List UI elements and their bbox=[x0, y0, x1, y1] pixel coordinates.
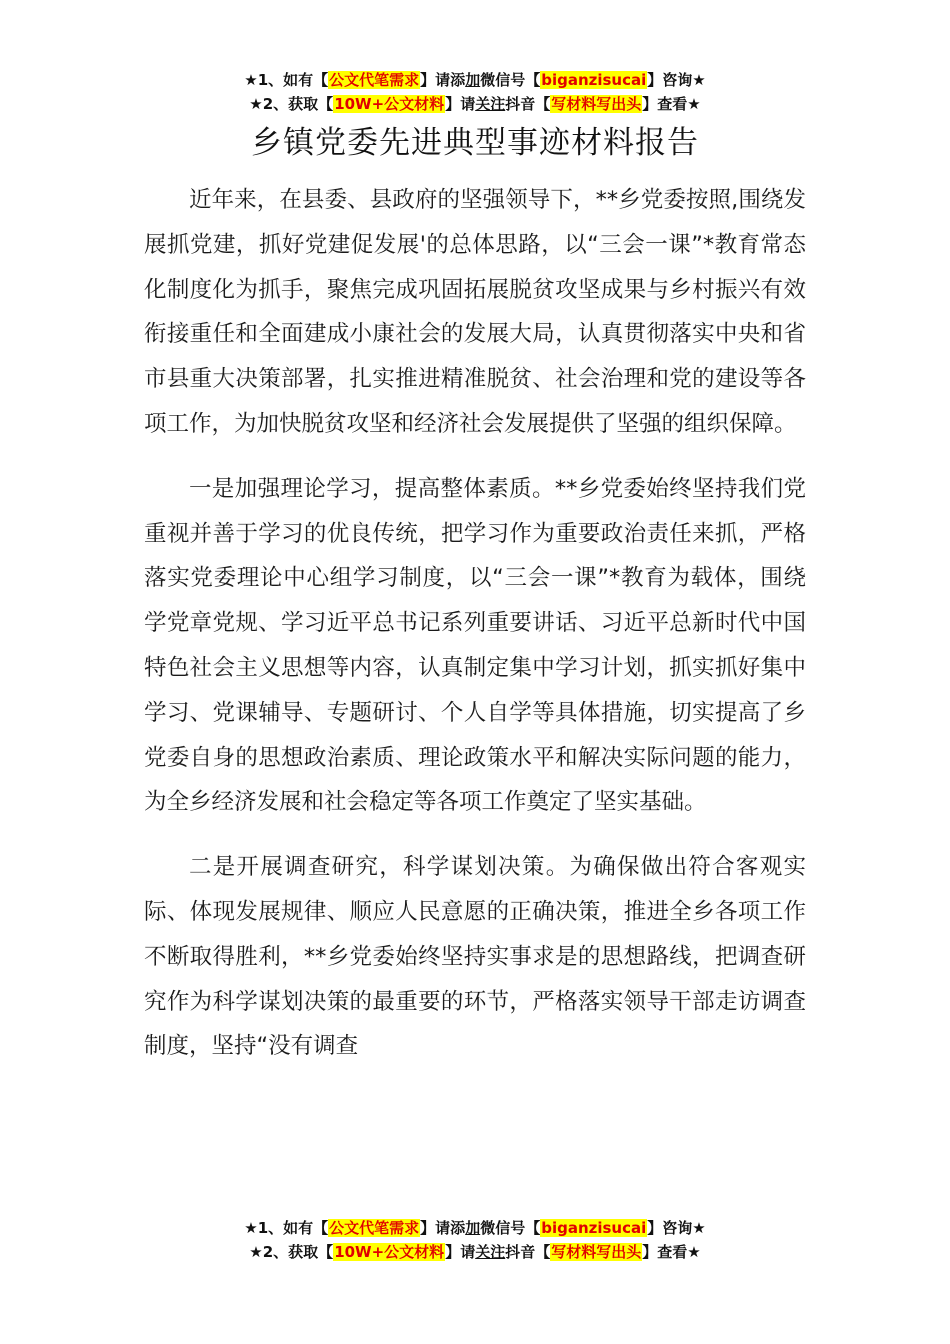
banner-text: 】请 bbox=[445, 1243, 476, 1261]
banner-text: 】查看★ bbox=[642, 95, 701, 113]
banner-line-1 bbox=[0, 68, 950, 92]
banner-text: 微信号【 bbox=[480, 1219, 541, 1237]
banner-highlight: 公文代笔需求 bbox=[329, 71, 420, 89]
banner-text: 微信号【 bbox=[480, 71, 541, 89]
banner-text: 关注 bbox=[475, 1243, 506, 1261]
banner-highlight: 写材料写出头 bbox=[551, 1243, 642, 1261]
banner-text: 关注 bbox=[475, 95, 506, 113]
paragraph: 近年来，在县委、县政府的坚强领导下，**乡党委按照,围绕发展抓党建，抓好党建促发展'的总体思路，以“三会一课”*教育常态化制度化为抓手，聚焦完成巩固拓展脱贫攻坚成果与乡村振兴有效衔接重任和全面建成小康社会的发展大局，认真贯彻落实中央和省市县重大决策部署，扎实推进精准脱贫、社会治理和党的建设等各项工作，为加快脱贫攻坚和经济社会发展提供了坚强的组织保障。 bbox=[144, 187, 806, 437]
banner-text: 】查看★ bbox=[642, 1243, 701, 1261]
banner-text: 】请添 bbox=[420, 71, 466, 89]
banner-text: 】咨询★ bbox=[647, 71, 706, 89]
banner-text: ★2、获取【 bbox=[249, 95, 334, 113]
banner-line-2 bbox=[0, 92, 950, 116]
banner-line-2 bbox=[0, 1240, 950, 1264]
banner-text: 抖音【 bbox=[505, 95, 551, 113]
banner-text: 加 bbox=[465, 71, 481, 89]
banner-text: 抖音【 bbox=[505, 1243, 551, 1261]
paragraph: 二是开展调查研究，科学谋划决策。为确保做出符合客观实际、体现发展规律、顺应人民意愿的正确决策，推进全乡各项工作不断取得胜利，**乡党委始终坚持实事求是的思想路线，把调查研究作为科学谋划决策的最重要的环节，严格落实领导干部走访调查制度，坚持“没有调查 bbox=[144, 854, 806, 1060]
banner-highlight: 10W+公文材料 bbox=[334, 95, 445, 113]
paragraph: 一是加强理论学习，提高整体素质。**乡党委始终坚持我们党重视并善于学习的优良传统，把学习作为重要政治责任来抓，严格落实党委理论中心组学习制度，以“三会一课”*教育为载体，围绕学党章党规、学习近平总书记系列重要讲话、习近平总新时代中国特色社会主义思想等内容，认真制定集中学习计划，抓实抓好集中学习、党课辅导、专题研讨、个人自学等具体措施，切实提高了乡党委自身的思想政治素质、理论政策水平和解决实际问题的能力，为全乡经济发展和社会稳定等各项工作奠定了坚实基础。 bbox=[144, 475, 806, 816]
banner-line-1 bbox=[0, 1216, 950, 1240]
banner-highlight: biganzisucai bbox=[541, 1219, 647, 1237]
banner-text: 】咨询★ bbox=[647, 1219, 706, 1237]
document-body bbox=[144, 178, 806, 1089]
banner-text: 】请添 bbox=[420, 1219, 466, 1237]
document-title: 乡镇党委先进典型事迹材料报告 bbox=[251, 125, 699, 161]
header-banner bbox=[0, 68, 950, 116]
banner-highlight: 公文代笔需求 bbox=[329, 1219, 420, 1237]
banner-highlight: biganzisucai bbox=[541, 71, 647, 89]
banner-text: ★1、如有【 bbox=[244, 1219, 329, 1237]
banner-highlight: 10W+公文材料 bbox=[334, 1243, 445, 1261]
banner-text: 】请 bbox=[445, 95, 476, 113]
footer-banner bbox=[0, 1216, 950, 1264]
banner-text: ★2、获取【 bbox=[249, 1243, 334, 1261]
banner-text: ★1、如有【 bbox=[244, 71, 329, 89]
banner-text: 加 bbox=[465, 1219, 481, 1237]
banner-highlight: 写材料写出头 bbox=[551, 95, 642, 113]
